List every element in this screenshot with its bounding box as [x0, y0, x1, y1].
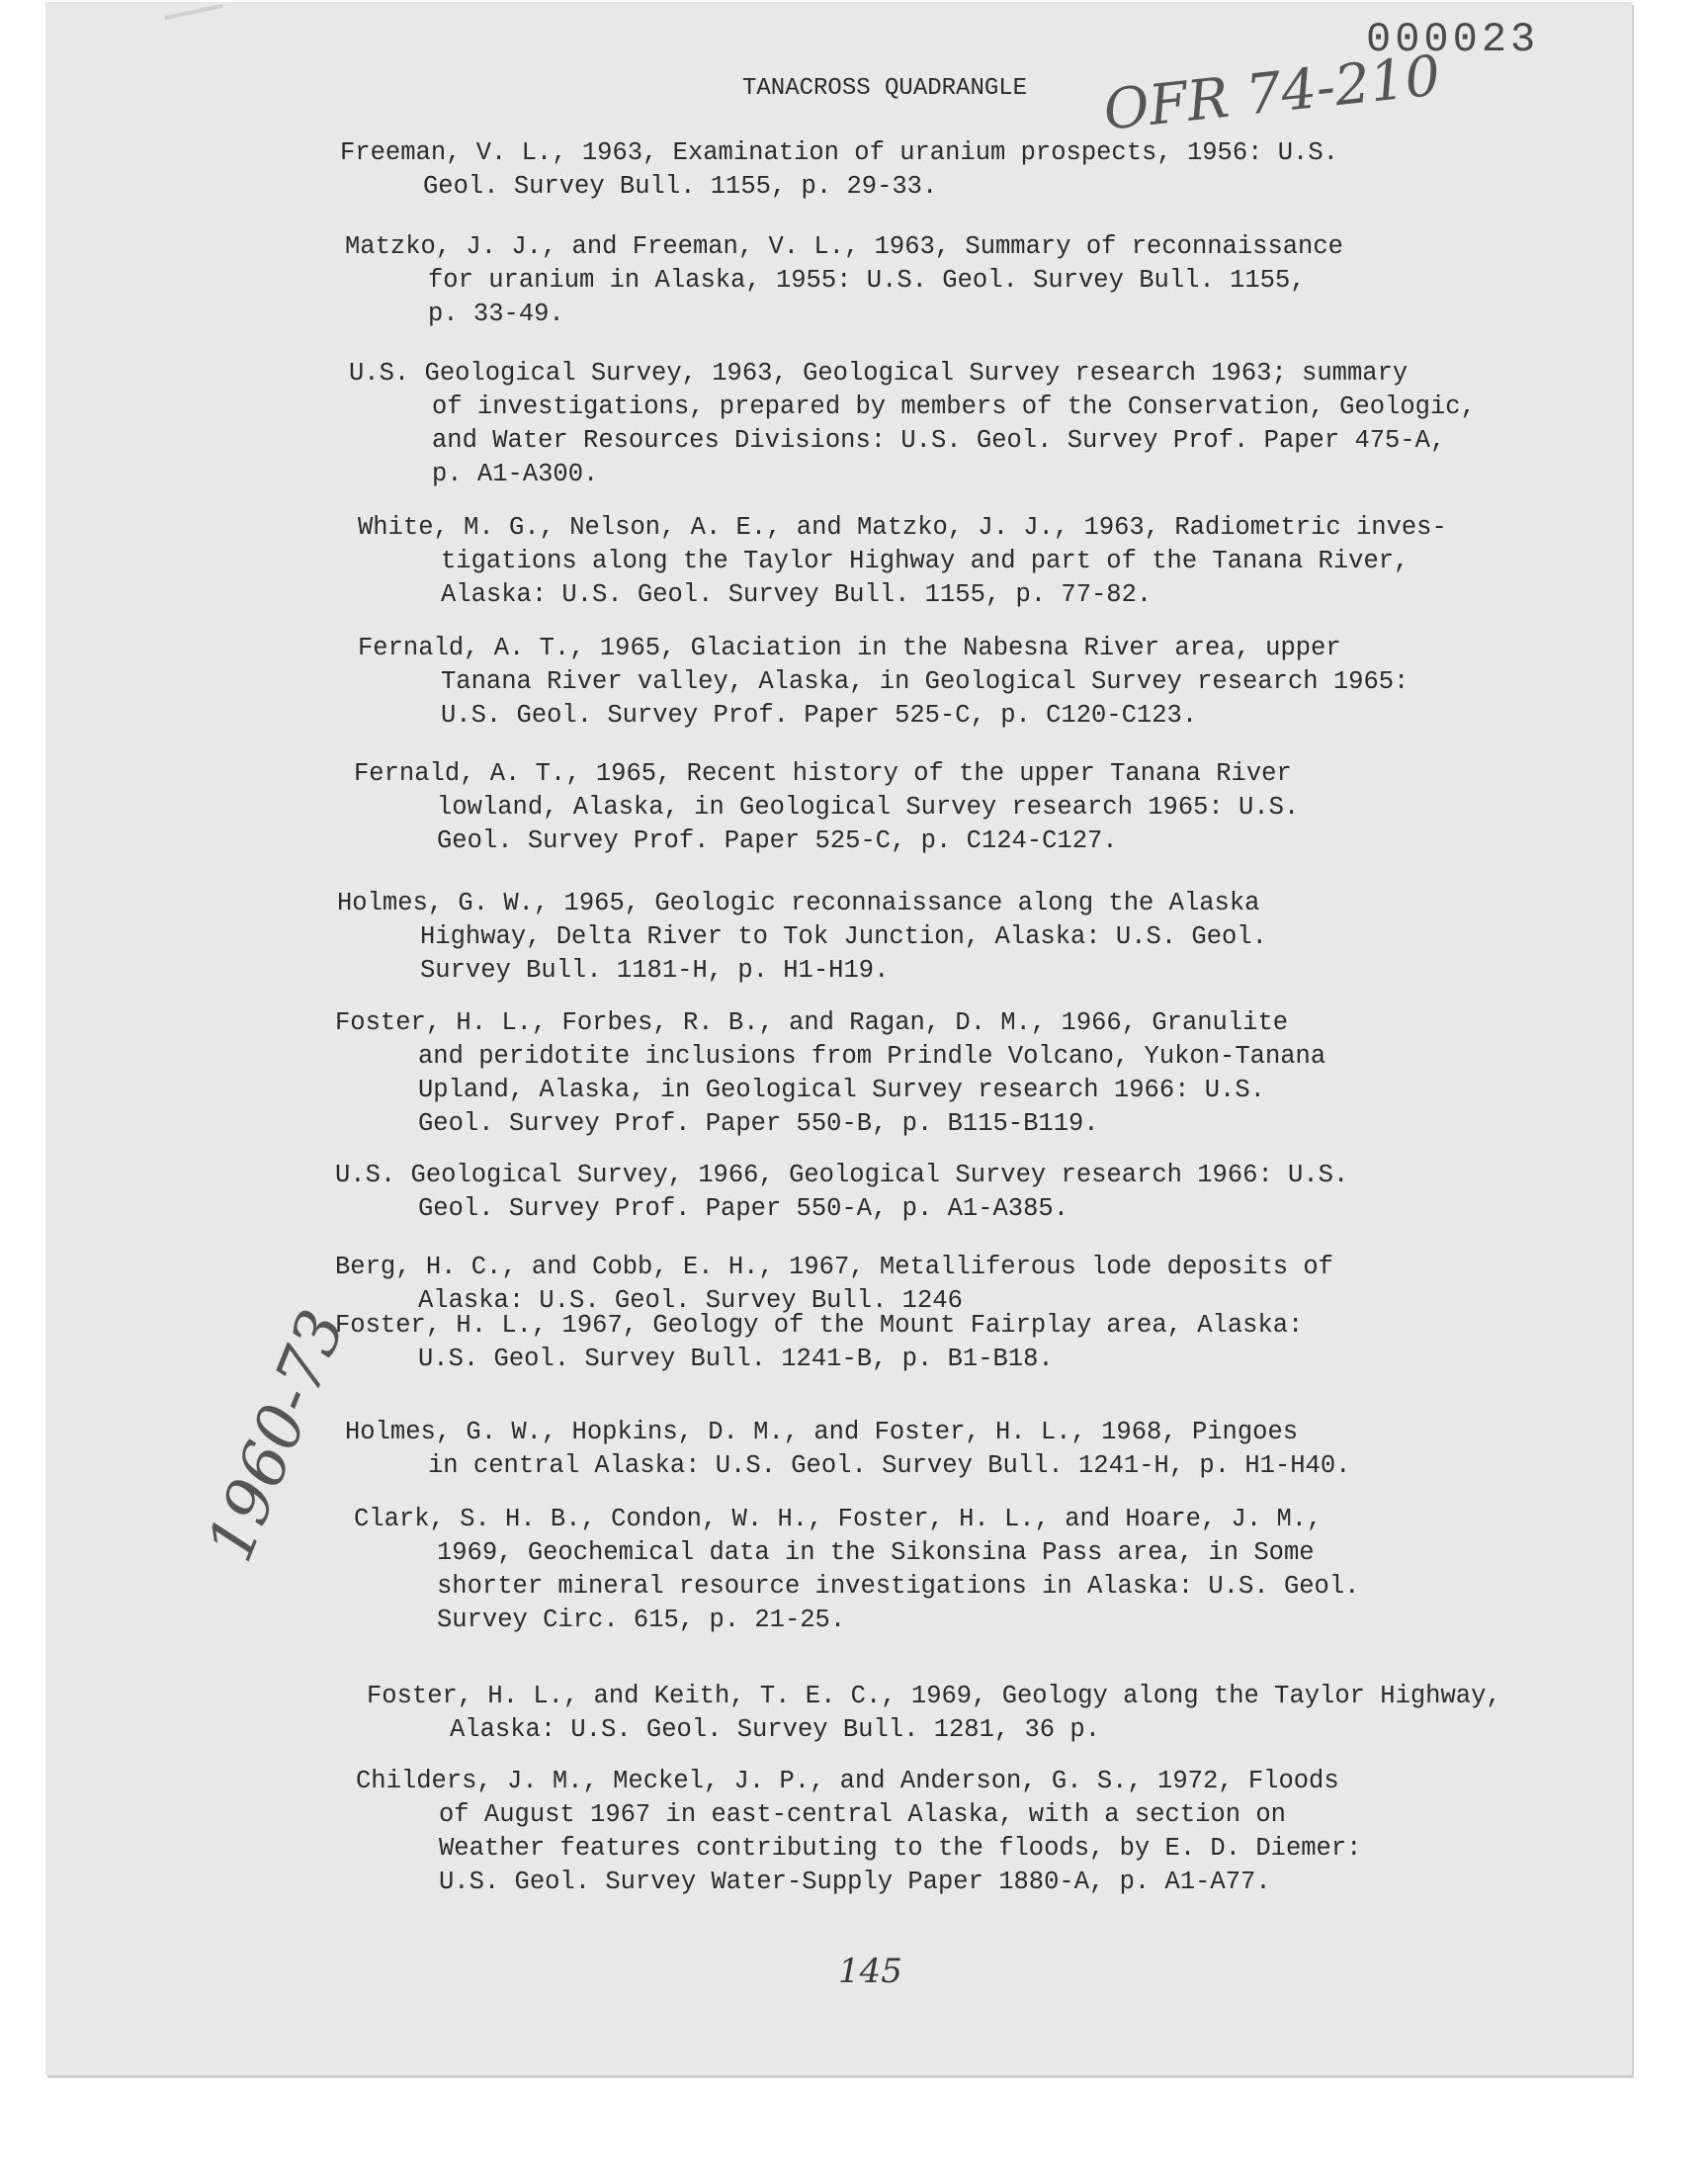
reference-entry — [354, 757, 1299, 858]
reference-line: Alaska: U.S. Geol. Survey Bull. 1246 — [418, 1286, 963, 1315]
reference-line: Geol. Survey Prof. Paper 550-B, p. B115-B119. — [418, 1109, 1099, 1138]
reference-line: Geol. Survey Prof. Paper 550-A, p. A1-A385. — [418, 1194, 1069, 1223]
reference-line: and peridotite inclusions from Prindle Volcano, Yukon-Tanana — [418, 1042, 1326, 1071]
reference-entry — [356, 1765, 1361, 1899]
reference-entry — [354, 1503, 1359, 1637]
reference-line: Highway, Delta River to Tok Junction, Alaska: U.S. Geol. — [420, 922, 1267, 951]
reference-line: of investigations, prepared by members of the Conservation, Geologic, — [432, 392, 1476, 421]
reference-line: Foster, H. L., and Keith, T. E. C., 1969, Geology along the Taylor Highway, — [367, 1682, 1501, 1710]
reference-line: Alaska: U.S. Geol. Survey Bull. 1281, 36 p. — [450, 1715, 1101, 1744]
document-number: 000023 — [1366, 16, 1540, 63]
reference-line: in central Alaska: U.S. Geol. Survey Bull. 1241-H, p. H1-H40. — [428, 1451, 1351, 1480]
reference-entry — [367, 1680, 1501, 1747]
reference-line: Clark, S. H. B., Condon, W. H., Foster, H. L., and Hoare, J. M., — [354, 1505, 1323, 1533]
reference-line: Childers, J. M., Meckel, J. P., and Anderson, G. S., 1972, Floods — [356, 1767, 1339, 1795]
reference-line: U.S. Geol. Survey Bull. 1241-B, p. B1-B18. — [418, 1345, 1054, 1373]
reference-entry — [349, 357, 1476, 491]
reference-line: Freeman, V. L., 1963, Examination of uranium prospects, 1956: U.S. — [340, 138, 1338, 167]
reference-line: U.S. Geological Survey, 1963, Geological Survey research 1963; summary — [349, 359, 1409, 388]
reference-line: Matzko, J. J., and Freeman, V. L., 1963, Summary of reconnaissance — [345, 232, 1343, 261]
reference-line: lowland, Alaska, in Geological Survey research 1965: U.S. — [437, 793, 1300, 822]
reference-line: White, M. G., Nelson, A. E., and Matzko, J. J., 1963, Radiometric inves- — [358, 513, 1447, 542]
document-page — [45, 2, 1632, 2075]
reference-entry — [345, 230, 1343, 331]
reference-line: Tanana River valley, Alaska, in Geological Survey research 1965: — [441, 667, 1409, 696]
reference-entry — [358, 511, 1447, 612]
reference-line: Fernald, A. T., 1965, Glaciation in the Nabesna River area, upper — [358, 634, 1341, 662]
handwritten-report-code: OFR 74-210 — [1100, 44, 1444, 143]
page-number: 145 — [838, 1952, 902, 1991]
reference-line: p. 33-49. — [428, 300, 564, 328]
handwritten-margin-note: 1960-73 — [194, 1300, 361, 1572]
reference-entry — [335, 1309, 1303, 1376]
reference-entry — [335, 1159, 1348, 1226]
reference-line: Berg, H. C., and Cobb, E. H., 1967, Metalliferous lode deposits of — [335, 1253, 1333, 1281]
reference-entry — [335, 1006, 1325, 1141]
reference-entry — [340, 136, 1338, 204]
reference-line: Foster, H. L., Forbes, R. B., and Ragan, D. M., 1966, Granulite — [335, 1008, 1289, 1037]
reference-line: Holmes, G. W., Hopkins, D. M., and Foster, H. L., 1968, Pingoes — [345, 1418, 1299, 1446]
reference-line: 1969, Geochemical data in the Sikonsina Pass area, in Some — [437, 1538, 1315, 1567]
reference-line: U.S. Geol. Survey Prof. Paper 525-C, p. C120-C123. — [441, 701, 1198, 730]
reference-line: Upland, Alaska, in Geological Survey research 1966: U.S. — [418, 1076, 1265, 1104]
reference-line: tigations along the Taylor Highway and part of the Tanana River, — [441, 547, 1409, 575]
reference-line: shorter mineral resource investigations in Alaska: U.S. Geol. — [437, 1572, 1360, 1601]
reference-line: Geol. Survey Bull. 1155, p. 29-33. — [423, 172, 938, 201]
reference-entry — [335, 1251, 1333, 1315]
reference-line: and Water Resources Divisions: U.S. Geol. Survey Prof. Paper 475-A, — [432, 426, 1446, 455]
reference-line: Alaska: U.S. Geol. Survey Bull. 1155, p. 77-82. — [441, 580, 1153, 609]
reference-line: Holmes, G. W., 1965, Geologic reconnaissance along the Alaska — [337, 889, 1260, 917]
reference-line: Fernald, A. T., 1965, Recent history of the upper Tanana River — [354, 759, 1292, 788]
reference-line: of August 1967 in east-central Alaska, with a section on — [439, 1800, 1286, 1829]
reference-line: Survey Circ. 615, p. 21-25. — [437, 1606, 846, 1634]
reference-line: U.S. Geol. Survey Water-Supply Paper 1880-A, p. A1-A77. — [439, 1868, 1271, 1896]
reference-line: for uranium in Alaska, 1955: U.S. Geol. Survey Bull. 1155, — [428, 266, 1306, 295]
reference-entry — [337, 887, 1267, 988]
reference-line: Weather features contributing to the floods, by E. D. Diemer: — [439, 1834, 1362, 1863]
reference-line: p. A1-A300. — [432, 460, 599, 488]
reference-line: Foster, H. L., 1967, Geology of the Mount Fairplay area, Alaska: — [335, 1311, 1304, 1340]
corner-smudge — [164, 4, 223, 20]
reference-line: Survey Bull. 1181-H, p. H1-H19. — [420, 956, 890, 985]
reference-line: U.S. Geological Survey, 1966, Geological Survey research 1966: U.S. — [335, 1161, 1349, 1189]
reference-line: Geol. Survey Prof. Paper 525-C, p. C124-C127. — [437, 826, 1118, 855]
reference-entry — [345, 1416, 1350, 1483]
reference-entry — [358, 632, 1409, 733]
page-title: TANACROSS QUADRANGLE — [742, 75, 1028, 102]
